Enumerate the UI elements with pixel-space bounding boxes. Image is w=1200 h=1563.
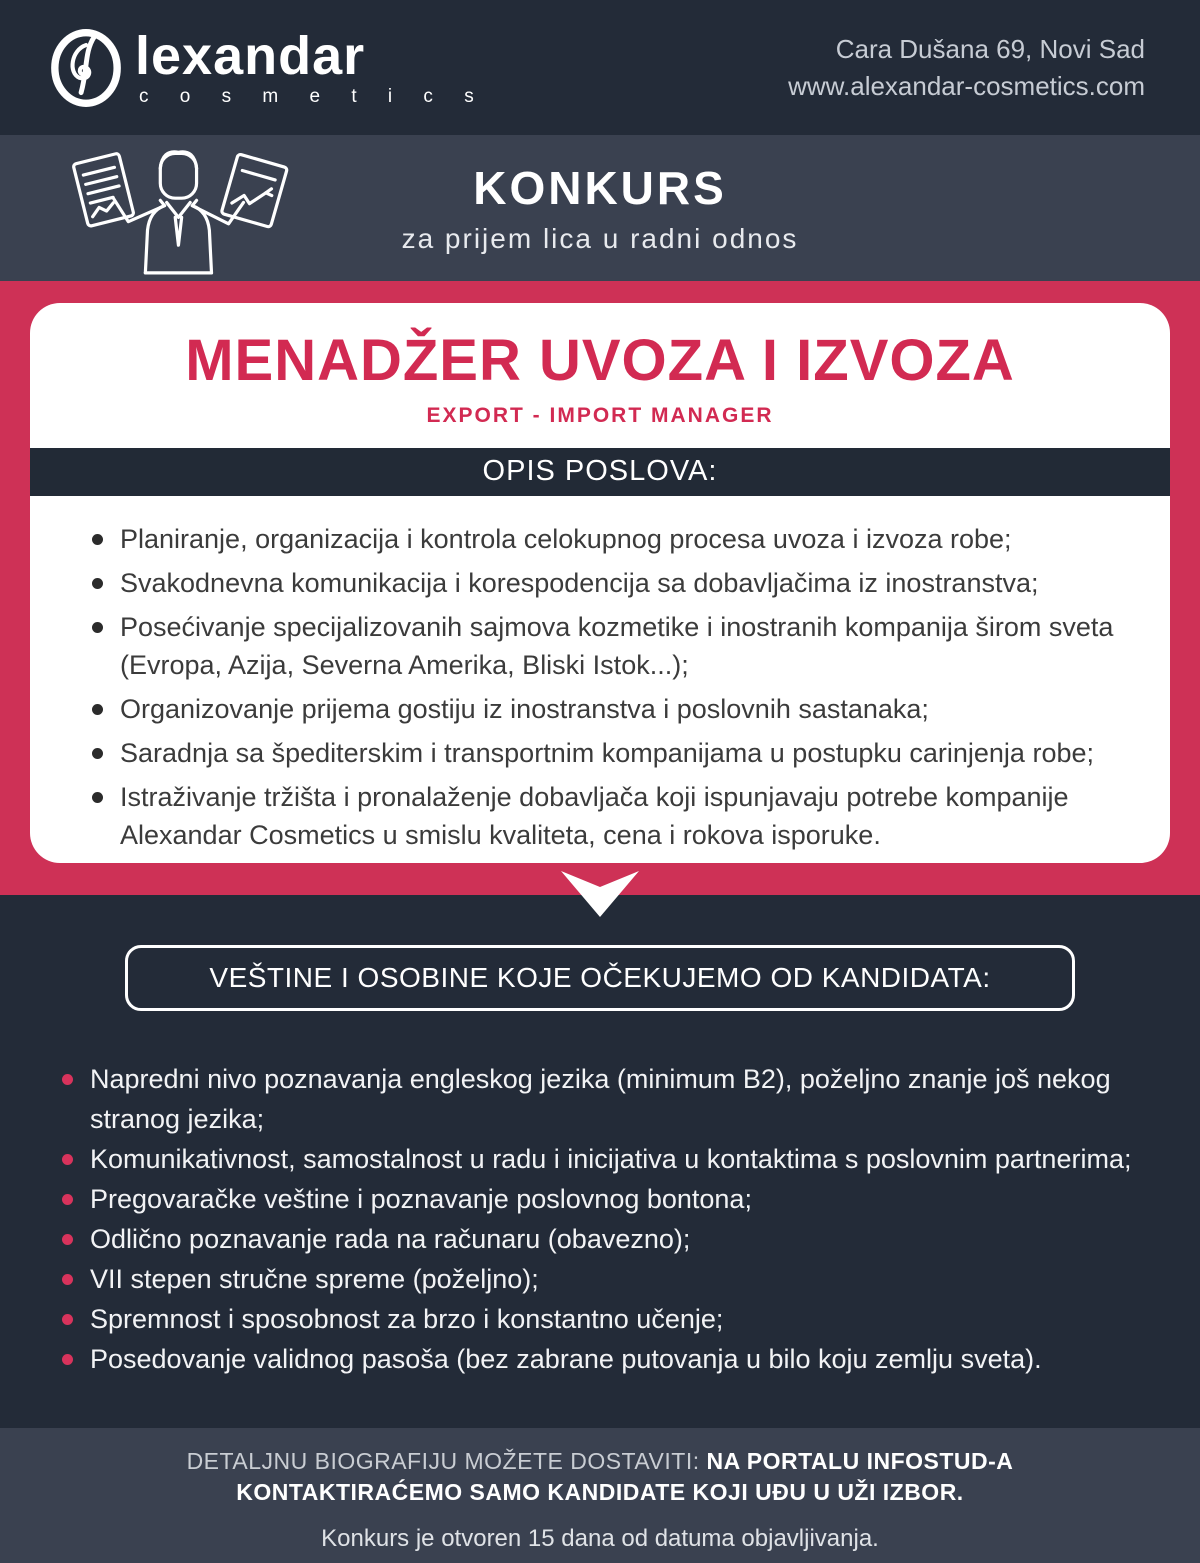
address-line: Cara Dušana 69, Novi Sad: [835, 34, 1145, 65]
skills-list: [0, 1011, 1200, 1379]
job-description-header: [30, 448, 1170, 496]
list-item: Pregovaračke veštine i poznavanje poslovnog bontona;: [62, 1179, 1145, 1219]
list-item: Planiranje, organizacija i kontrola celokupnog procesa uvoza i izvoza robe;: [90, 520, 1115, 558]
footer-portal-name: NA PORTALU INFOSTUD-A: [706, 1448, 1014, 1474]
logo-tagline: c o s m e t i c s: [139, 86, 487, 107]
konkurs-subtitle: za prijem lica u radni odnos: [401, 223, 799, 254]
alexandar-logo-icon: [45, 26, 127, 110]
list-item: Spremnost i sposobnost za brzo i konstantno učenje;: [62, 1299, 1145, 1339]
footer-contact-note: KONTAKTIRAĆEMO SAMO KANDIDATE KOJI UĐU U UŽI IZBOR.: [236, 1479, 964, 1505]
company-address: [788, 31, 1145, 104]
logo-wordmark: lexandar: [135, 26, 366, 86]
job-description-list: [30, 496, 1170, 854]
footer-cv-label: DETALJNU BIOGRAFIJU MOŽETE DOSTAVITI:: [186, 1448, 707, 1474]
footer-deadline-note: Konkurs je otvoren 15 dana od datuma objavljivanja.: [321, 1525, 879, 1552]
position-card: [30, 303, 1170, 863]
position-title: MENADŽER UVOZA I IZVOZA: [185, 328, 1015, 393]
list-item: Organizovanje prijema gostiju iz inostranstva i poslovnih sastanaka;: [90, 690, 1115, 728]
website-url: www.alexandar-cosmetics.com: [788, 70, 1145, 101]
down-arrow-icon: [561, 871, 639, 917]
konkurs-band: [0, 135, 1200, 281]
job-description-heading: OPIS POSLOVA:: [482, 455, 718, 488]
position-subtitle: EXPORT - IMPORT MANAGER: [426, 403, 774, 427]
list-item: VII stepen stručne spreme (poželjno);: [62, 1259, 1145, 1299]
man-holding-documents-icon: [62, 147, 297, 275]
footer-cv-instruction: [0, 1446, 1200, 1477]
skills-heading: VEŠTINE I OSOBINE KOJE OČEKUJEMO OD KANDIDATA:: [209, 962, 991, 993]
list-item: Posećivanje specijalizovanih sajmova kozmetike i inostranih kompanija širom sveta (Evropa, Azija, Severna Amerika, Bliski Istok...);: [90, 608, 1115, 684]
position-section: [0, 281, 1200, 895]
list-item: Svakodnevna komunikacija i korespodencija sa dobavljačima iz inostranstva;: [90, 564, 1115, 602]
alexandar-logo: [45, 26, 487, 110]
list-item: Odlično poznavanje rada na računaru (obavezno);: [62, 1219, 1145, 1259]
header-band: [0, 0, 1200, 135]
skills-section: [0, 895, 1200, 1428]
list-item: Posedovanje validnog pasoša (bez zabrane putovanja u bilo koju zemlju sveta).: [62, 1339, 1145, 1379]
footer-band: [0, 1428, 1200, 1563]
list-item: Komunikativnost, samostalnost u radu i inicijativa u kontaktima s poslovnim partnerima;: [62, 1139, 1145, 1179]
skills-header-box: [125, 945, 1075, 1011]
list-item: Napredni nivo poznavanja engleskog jezika (minimum B2), poželjno znanje još nekog stranog jezika;: [62, 1059, 1145, 1139]
list-item: Saradnja sa špediterskim i transportnim kompanijama u postupku carinjenja robe;: [90, 734, 1115, 772]
list-item: Istraživanje tržišta i pronalaženje dobavljača koji ispunjavaju potrebe kompanije Alexandar Cosmetics u smislu kvaliteta, cena i rokova isporuke.: [90, 778, 1115, 854]
konkurs-title: KONKURS: [473, 162, 727, 214]
